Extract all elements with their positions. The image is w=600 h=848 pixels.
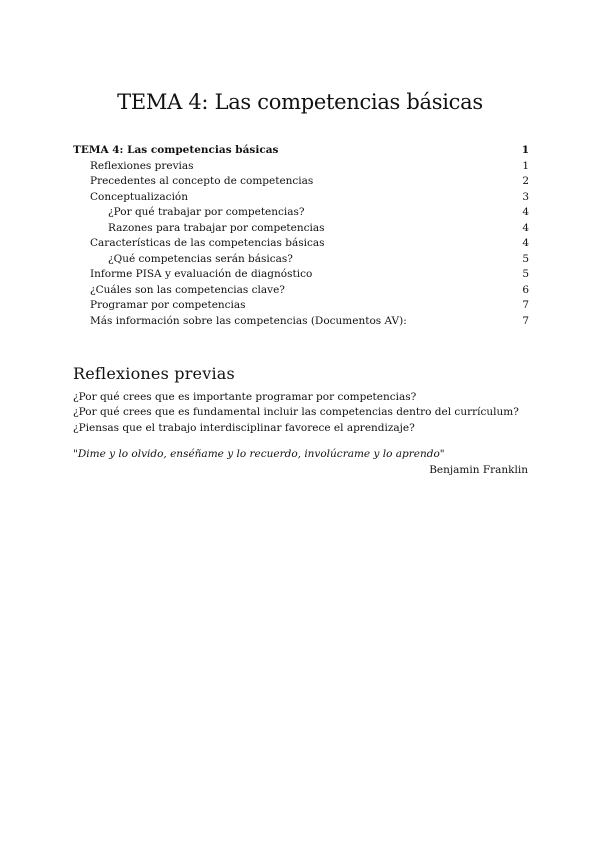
toc-entry-page: 1 (522, 159, 529, 172)
toc-entry-label: Características de las competencias básicas (90, 237, 325, 249)
toc-entry-page: 4 (522, 237, 529, 249)
toc-entry-cuales-son[interactable] (73, 283, 529, 299)
question-item: ¿Piensas que el trabajo interdisciplinar favorece el aprendizaje? (73, 421, 415, 434)
toc-entry-label: Programar por competencias (90, 299, 246, 311)
toc-entry-page: 2 (522, 175, 529, 187)
question-list (73, 390, 529, 436)
toc-entry-razones[interactable] (73, 221, 529, 237)
toc-entry-label: Conceptualización (90, 190, 189, 203)
toc-entry-por-que-trabajar[interactable] (73, 205, 529, 221)
toc-entry-que-competencias[interactable] (73, 252, 529, 268)
quote-text: "Dime y lo olvido, enséñame y lo recuerdo, involúcrame y lo aprendo" (73, 448, 445, 460)
page-title: TEMA 4: Las competencias básicas (117, 90, 483, 114)
toc-entry-page: 7 (522, 314, 529, 327)
question-item: ¿Por qué crees que es fundamental incluir las competencias dentro del currículum? (73, 406, 519, 419)
toc-entry-label: ¿Cuáles son las competencias clave? (90, 283, 285, 296)
toc-entry-page: 5 (522, 252, 529, 265)
toc-entry-mas-informacion[interactable] (73, 314, 529, 330)
toc-entry-page: 6 (522, 283, 529, 296)
toc-entry-caracteristicas[interactable] (73, 236, 529, 252)
toc-entry-page: 7 (522, 299, 529, 311)
toc-entry-label: Precedentes al concepto de competencias (90, 175, 314, 187)
toc-entry-conceptualizacion[interactable] (73, 190, 529, 206)
toc-entry-label: Más información sobre las competencias (Documentos AV): (90, 314, 407, 327)
toc-entry-label: Reflexiones previas (90, 159, 194, 172)
toc-entry-label: ¿Qué competencias serán básicas? (108, 252, 293, 265)
quote-author: Benjamin Franklin (429, 464, 528, 476)
section-heading: Reflexiones previas (73, 364, 235, 383)
toc-entry-label: TEMA 4: Las competencias básicas (73, 144, 279, 156)
toc-entry-page: 5 (522, 268, 529, 280)
toc-entry-precedentes[interactable] (73, 174, 529, 190)
toc-entry-label: ¿Por qué trabajar por competencias? (108, 206, 305, 218)
toc-entry-page: 3 (522, 190, 529, 203)
toc-entry-informe-pisa[interactable] (73, 267, 529, 283)
toc-entry-label: Informe PISA y evaluación de diagnóstico (90, 268, 313, 280)
toc-entry-tema-4[interactable] (73, 143, 529, 159)
table-of-contents (73, 143, 529, 329)
toc-entry-page: 4 (522, 221, 529, 234)
question-item: ¿Por qué crees que es importante programar por competencias? (73, 391, 417, 403)
toc-entry-page: 1 (521, 144, 529, 156)
toc-entry-page: 4 (522, 206, 529, 218)
toc-entry-programar[interactable] (73, 298, 529, 314)
toc-entry-reflexiones-previas[interactable] (73, 159, 529, 175)
toc-entry-label: Razones para trabajar por competencias (108, 221, 325, 234)
